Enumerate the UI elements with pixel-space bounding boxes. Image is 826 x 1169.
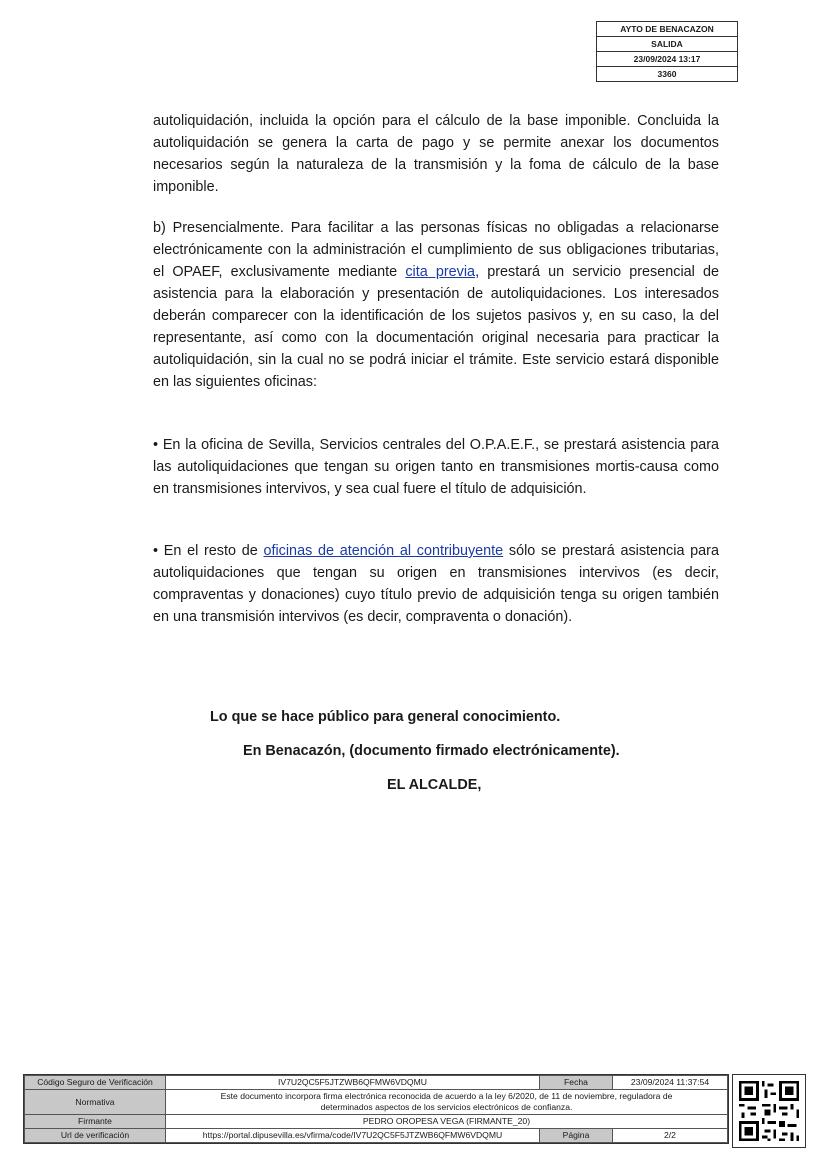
paragraph-2-text-b: , prestará un servicio presencial de asistencia para la elaboración y presentación de autoliquidaciones. Los interesados deberán comparecer con la identificación de los sujetos pasivos y, en su caso, la del representante, así como con la documentación original necesaria para practicar la autoliquidación, sin la cual no se podrá iniciar el trámite. Este servicio estará disponible en las siguientes oficinas: xyxy=(153,264,720,390)
closing-line-1: Lo que se hace público para general conocimiento. xyxy=(210,709,561,725)
paragraph-2-text xyxy=(153,217,719,393)
paragraph-1 xyxy=(153,110,719,198)
paragraph-3 xyxy=(153,434,719,500)
normativa-value-line-1: Este documento incorpora firma electrónica reconocida de acuerdo a la ley 6/2020, de 11 de noviembre, reguladora de xyxy=(220,1091,673,1101)
normativa-label: Normativa xyxy=(25,1090,166,1115)
pagina-label: Página xyxy=(540,1129,613,1143)
stamp-number: 3360 xyxy=(657,69,677,79)
pagina-value: 2/2 xyxy=(613,1129,728,1143)
firmante-label: Firmante xyxy=(25,1115,166,1129)
stamp-datetime: 23/09/2024 13:17 xyxy=(597,52,737,67)
fecha-label: Fecha xyxy=(540,1076,613,1090)
paragraph-3-text: • En la oficina de Sevilla, Servicios centrales del O.P.A.E.F., se prestará asistencia para las autoliquidaciones que tengan su origen tanto en transmisiones mortis-causa como en transmisiones intervivos, y sea cual fuere el título de adquisición. xyxy=(153,437,719,497)
stamp-org: AYTO DE BENACAZON xyxy=(597,22,737,37)
verification-footer xyxy=(23,1074,729,1144)
paragraph-2 xyxy=(153,217,719,393)
stamp-type: SALIDA xyxy=(597,37,737,52)
paragraph-4-text-a: • En el resto de xyxy=(153,543,264,559)
qr-code-icon xyxy=(732,1074,806,1148)
registry-stamp xyxy=(596,21,738,82)
csv-label: Código Seguro de Verificación xyxy=(25,1076,166,1090)
fecha-value: 23/09/2024 11:37:54 xyxy=(613,1076,728,1090)
url-label: Url de verificación xyxy=(25,1129,166,1143)
csv-value: IV7U2QC5F5JTZWB6QFMW6VDQMU xyxy=(166,1076,540,1090)
oficinas-link[interactable]: oficinas de atención al contribuyente xyxy=(263,543,504,559)
closing-line-2: En Benacazón, (documento firmado electrónicamente). xyxy=(243,743,620,759)
normativa-value-line-2: determinados aspectos de los servicios electrónicos de confianza. xyxy=(320,1102,573,1112)
paragraph-4-text-b: sólo se prestará asistencia para autoliquidaciones que tengan su origen en transmisiones intervivos (es decir, compraventas y donaciones) cuyo título previo de adquisición tenga su origen también en una transmisión intervivos (es decir, compraventa o donación). xyxy=(153,543,719,625)
normativa-value xyxy=(166,1090,728,1115)
signature-title: EL ALCALDE, xyxy=(387,777,482,793)
paragraph-4-text xyxy=(153,540,719,628)
paragraph-4 xyxy=(153,540,719,628)
paragraph-1-text: autoliquidación, incluida la opción para el cálculo de la base imponible. Concluida la autoliquidación se genera la carta de pago y se permite anexar los documentos necesarios según la naturaleza de la transmisión y la foma de cálculo de la base imponible. xyxy=(153,113,719,195)
firmante-value: PEDRO OROPESA VEGA (FIRMANTE_20) xyxy=(166,1115,728,1129)
url-value[interactable]: https://portal.dipusevilla.es/vfirma/code/IV7U2QC5F5JTZWB6QFMW6VDQMU xyxy=(166,1129,540,1143)
paragraph-2-text-a: b) Presencialmente. Para facilitar a las personas físicas no obligadas a relacionarse electrónicamente con la administración el cumplimiento de sus obligaciones tributarias, el OPAEF, exclusivamente mediante xyxy=(153,220,719,280)
cita-previa-link[interactable]: cita previa xyxy=(405,264,476,280)
